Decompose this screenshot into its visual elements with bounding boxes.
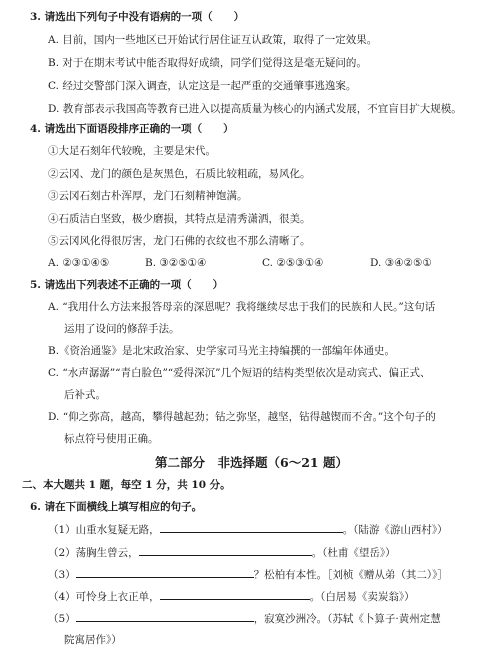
q6-blank-3[interactable]: [76, 567, 254, 578]
q4-sentence-2: ②云冈、龙门的颜色是灰黑色，石质比较粗疏，易风化。: [48, 168, 311, 180]
q3-option-c: C. 经过交警部门深入调查，认定这是一起严重的交通肇事逃逸案。: [48, 80, 357, 92]
q4-option-d: D. ③④②⑤①: [370, 257, 432, 269]
q6-blank-4[interactable]: [160, 589, 310, 600]
q4-sentence-1: ①大足石刻年代较晚，主要是宋代。: [48, 145, 216, 157]
part-2-title: 第二部分 非选择题（6～21 题）: [155, 455, 348, 470]
q4-sentence-4: ④石质洁白坚致，极少磨损，其特点是清秀潇洒，很美。: [48, 213, 311, 225]
q5-option-c-line1: C. “水声潺潺”“青白脸色”“爱得深沉”几个短语的结构类型依次是动宾式、偏正式、: [48, 367, 431, 379]
q6-blank-1[interactable]: [160, 522, 343, 533]
q6-item-5-source: ，寂寞沙洲冷。（苏轼《卜算子·黄州定慧: [253, 613, 441, 625]
q6-item-5-prompt: （5）: [48, 613, 76, 625]
q6-item-4-prompt: （4）可怜身上衣正单，: [48, 591, 160, 603]
q6-item-2-prompt: （2）荡胸生曾云，: [48, 547, 139, 559]
q5-option-a-line2: 运用了设问的修辞手法。: [64, 323, 180, 335]
q6-item-5: [48, 611, 441, 626]
q6-item-1-source: 。（陆游《游山西村》）: [342, 524, 448, 536]
q5-option-c-line2: 后补式。: [64, 389, 106, 401]
q5-option-d-line2: 标点符号使用正确。: [64, 433, 159, 445]
q3-option-a: A. 目前，国内一些地区已开始试行居住证互认政策，取得了一定效果。: [48, 34, 378, 46]
q4-sentence-3: ③云冈石刻古朴浑厚，龙门石刻精神饱满。: [48, 190, 248, 202]
q6-item-1-prompt: （1）山重水复疑无路，: [48, 524, 160, 536]
q6-blank-2[interactable]: [139, 545, 312, 556]
q6-item-3: [48, 567, 448, 582]
q6-item-2-source: 。（杜甫《望岳》）: [311, 547, 396, 559]
q6-blank-5[interactable]: [76, 611, 254, 622]
q4-option-a: A. ②③①④⑤: [48, 257, 110, 269]
q4-option-b: B. ③②⑤①④: [145, 257, 207, 269]
q3-option-d: D. 教育部表示我国高等教育已进入以提高质量为核心的内涵式发展，不宜盲目扩大规模。: [48, 103, 462, 115]
question-6-stem: 6. 请在下面横线上填写相应的句子。: [30, 501, 203, 513]
q6-item-4-source: 。（白居易《卖炭翁》）: [309, 591, 415, 603]
q5-option-d-line1: D. “仰之弥高，越高，攀得越起劲；钻之弥坚，越坚，钻得越锲而不舍。”这个句子的: [48, 411, 436, 423]
q6-item-4: [48, 589, 415, 604]
question-4-stem: 4. 请选出下面语段排序正确的一项（ ）: [30, 123, 234, 135]
question-3-stem: 3. 请选出下列句子中没有语病的一项（ ）: [30, 11, 245, 23]
section-2-heading: 二、本大题共 1 题，每空 1 分，共 10 分。: [22, 479, 231, 491]
q6-item-1: [48, 522, 448, 537]
question-5-stem: 5. 请选出下列表述不正确的一项（ ）: [30, 279, 224, 291]
q6-item-2: [48, 545, 396, 560]
q6-item-5-source-cont: 院寓居作》）: [64, 634, 122, 646]
q6-item-3-source: ？松柏有本性。［刘桢《赠从弟（其二）》］: [253, 569, 448, 581]
q4-option-c: C. ②⑤③①④: [262, 257, 324, 269]
q5-option-a-line1: A. “我用什么方法来报答母亲的深恩呢？我将继续尽忠于我们的民族和人民。”这句话: [48, 301, 436, 313]
q4-sentence-5: ⑤云冈风化得很厉害，龙门石佛的衣纹也不那么清晰了。: [48, 235, 311, 247]
q5-option-b: B.《资治通鉴》是北宋政治家、史学家司马光主持编撰的一部编年体通史。: [48, 345, 396, 357]
q6-item-3-prompt: （3）: [48, 569, 76, 581]
q3-option-b: B. 对于在期末考试中能否取得好成绩，同学们觉得这是毫无疑问的。: [48, 57, 367, 69]
